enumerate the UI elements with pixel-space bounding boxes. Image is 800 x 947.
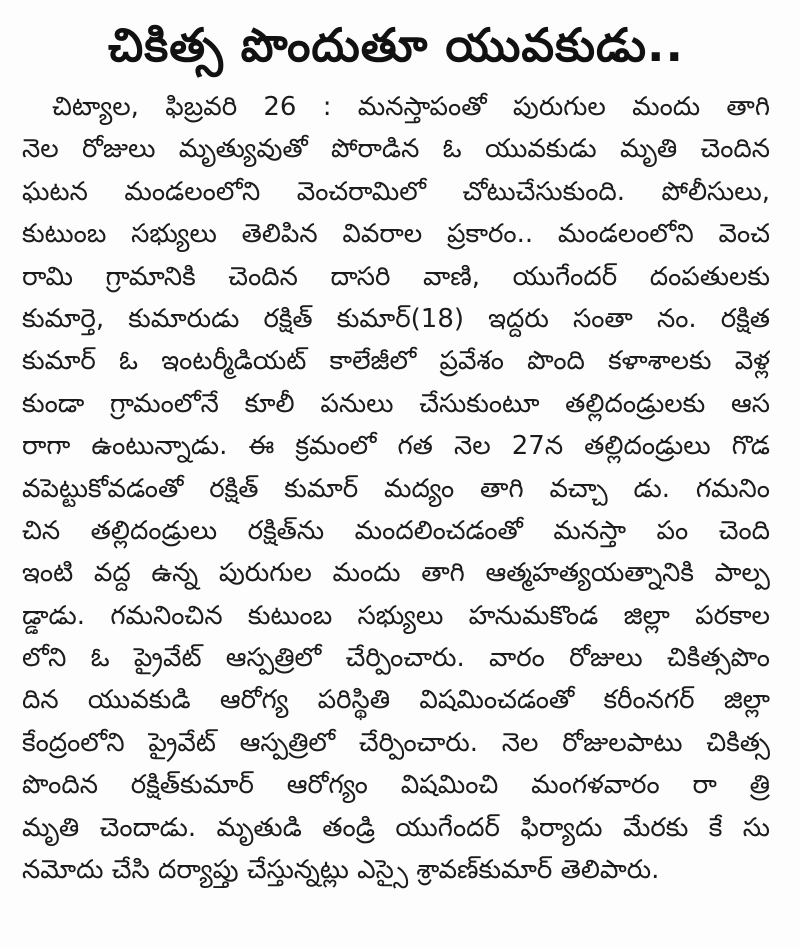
article-line: ఘటన మండలంలోని వెంచరామిలో చోటుచేసుకుంది. పోలీసులు,	[22, 176, 770, 207]
article-line: కుమార్తె, కుమారుడు రక్షిత్ కుమార్(18) ఇద్దరు సంతా నం. రక్షిత	[22, 303, 770, 334]
article-line: దిన యువకుడి ఆరోగ్య పరిస్థితి విషమించడంతో కరీంనగర్ జిల్లా	[22, 685, 770, 716]
article-line: కేంద్రంలోని ప్రైవేట్ ఆస్పత్రిలో చేర్పించారు. నెల రోజులపాటు చికిత్స	[22, 727, 770, 758]
article-line: కుటుంబ సభ్యులు తెలిపిన వివరాల ప్రకారం.. మండలంలోని వెంచ	[22, 219, 770, 250]
article-line: రామి గ్రామానికి చెందిన దాసరి వాణి, యుగేందర్ దంపతులకు	[22, 261, 770, 292]
article-line: కుండా గ్రామంలోనే కూలీ పనులు చేసుకుంటూ తల్లిదండ్రులకు ఆస	[22, 388, 770, 419]
article-line: లోని ఓ ప్రైవేట్ ఆస్పత్రిలో చేర్పించారు. వారం రోజులు చికిత్సపొం	[22, 643, 770, 674]
article-line: నెల రోజులు మృత్యువుతో పోరాడిన ఓ యువకుడు మృతి చెందిన	[22, 134, 770, 165]
article-line: డ్డాడు. గమనించిన కుటుంబ సభ్యులు హనుమకొండ జిల్లా పరకాల	[22, 600, 770, 631]
article-body	[22, 86, 770, 891]
article-line: రాగా ఉంటున్నాడు. ఈ క్రమంలో గత నెల 27న తల్లిదండ్రులు గొడ	[22, 431, 770, 462]
article-line: కుమార్ ఓ ఇంటర్మీడియట్ కాలేజీలో ప్రవేశం పొంది కళాశాలకు వెళ్ల	[22, 346, 770, 377]
article-line: మృతి చెందాడు. మృతుడి తండ్రి యుగేందర్ ఫిర్యాదు మేరకు కే సు	[22, 812, 770, 843]
article-line: చిన తల్లిదండ్రులు రక్షిత్‌ను మందలించడంతో మనస్తా పం చెంది	[22, 515, 770, 546]
article-line: నమోదు చేసి దర్యాప్తు చేస్తున్నట్లు ఎస్సై శ్రావణ్‌కుమార్ తెలిపారు.	[22, 855, 660, 886]
article-line: చిట్యాల, ఫిబ్రవరి 26 : మనస్తాపంతో పురుగుల మందు తాగి	[52, 92, 770, 122]
article-line: వపెట్టుకోవడంతో రక్షిత్ కుమార్ మద్యం తాగి వచ్చా డు. గమనిం	[22, 473, 770, 504]
article-line: ఇంటి వద్ద ఉన్న పురుగుల మందు తాగి ఆత్మహత్యయత్నానికి పాల్ప	[22, 558, 770, 589]
article-headline: చికిత్స పొందుతూ యువకుడు..	[108, 18, 684, 72]
article-line: పొందిన రక్షిత్‌కుమార్ ఆరోగ్యం విషమించి మంగళవారం రా త్రి	[22, 770, 770, 801]
